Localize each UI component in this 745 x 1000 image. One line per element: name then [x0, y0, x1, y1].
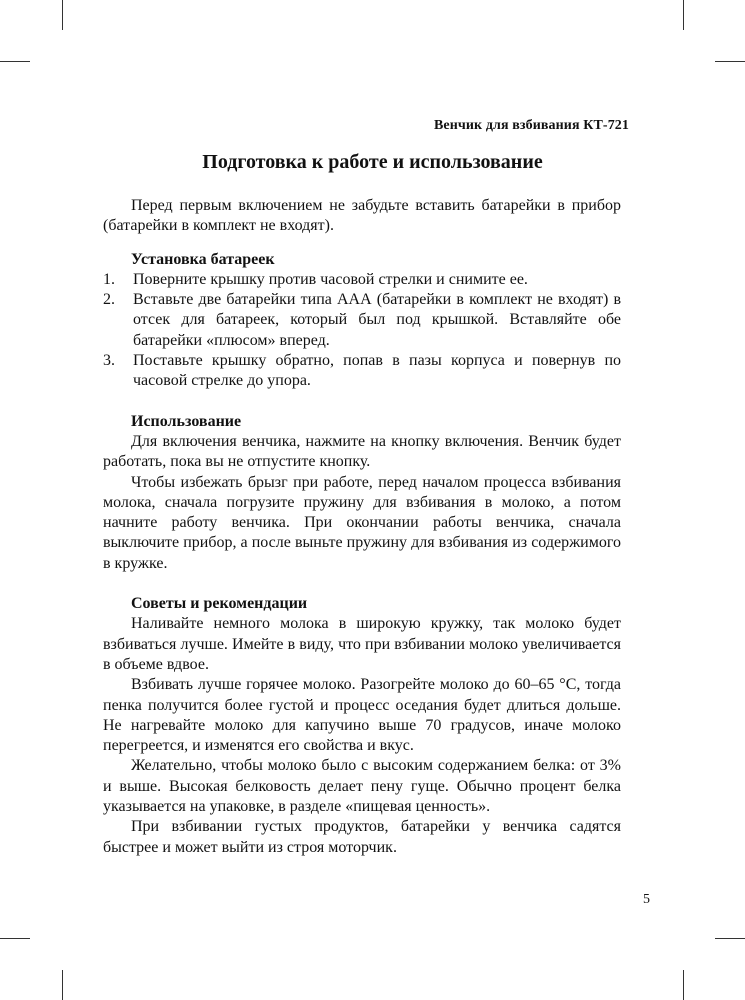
step-number: 1.	[103, 270, 115, 288]
step-number: 2.	[103, 291, 115, 309]
page-number: 5	[643, 892, 650, 907]
list-item	[103, 270, 621, 290]
running-header: Венчик для взбивания КТ-721	[433, 118, 629, 133]
tips-paragraph: Желательно, чтобы молоко было с высоким содержанием белка: от 3% и выше. Высокая белковость делает пену гуще. Обычно процент белка указывается на упаковке, в разделе «пищевая ценность».	[103, 757, 621, 816]
crop-mark	[715, 938, 745, 939]
page-content	[103, 196, 621, 858]
crop-mark	[715, 61, 745, 62]
tips-heading: Советы и рекомендации	[131, 595, 308, 613]
tips-paragraph: При взбивании густых продуктов, батарейки у венчика садятся быстрее и может выйти из строя моторчик.	[103, 818, 621, 856]
step-text: Поверните крышку против часовой стрелки и снимите ее.	[133, 270, 528, 288]
battery-steps	[103, 270, 621, 392]
crop-mark	[683, 970, 684, 1000]
usage-paragraph: Для включения венчика, нажмите на кнопку включения. Венчик будет работать, пока вы не отпустите кнопку.	[103, 432, 621, 471]
crop-mark	[0, 61, 30, 62]
list-item	[103, 351, 621, 392]
crop-mark	[0, 938, 30, 939]
usage-heading: Использование	[131, 412, 242, 430]
usage-paragraph: Чтобы избежать брызг при работе, перед началом процесса взбивания молока, сначала погрузите пружину для взбивания в молоко, а потом начните работу венчика. При окончании работы венчика, сначала выключите прибор, а после выньте пружину для взбивания из содержимого в кружке.	[103, 473, 621, 572]
step-text: Вставьте две батарейки типа ААА (батарейки в комплект не входят) в отсек для батареек, который был под крышкой. Вставляйте обе батарейки «плюсом» вперед.	[133, 291, 621, 349]
battery-heading: Установка батареек	[131, 250, 275, 268]
crop-mark	[62, 970, 63, 1000]
tips-paragraph: Наливайте немного молока в широкую кружку, так молоко будет взбиваться лучше. Имейте в виду, что при взбивании молоко увеличивается в объеме вдвое.	[103, 615, 621, 673]
step-number: 3.	[103, 352, 115, 370]
crop-mark	[683, 0, 684, 30]
crop-mark	[62, 0, 63, 30]
step-text: Поставьте крышку обратно, попав в пазы корпуса и повернув по часовой стрелке до упора.	[133, 352, 621, 390]
intro-paragraph: Перед первым включением не забудьте вставить батарейки в прибор (батарейки в комплект не входят).	[103, 197, 621, 235]
list-item	[103, 290, 621, 351]
page-title: Подготовка к работе и использование	[202, 151, 543, 173]
tips-paragraph: Взбивать лучше горячее молоко. Разогрейте молоко до 60–65 °C, тогда пенка получится более густой и процесс оседания будет длиться дольше. Не нагревайте молоко для капучино выше 70 градусов, иначе молоко перегреется, и изменятся его свойства и вкус.	[103, 676, 621, 755]
